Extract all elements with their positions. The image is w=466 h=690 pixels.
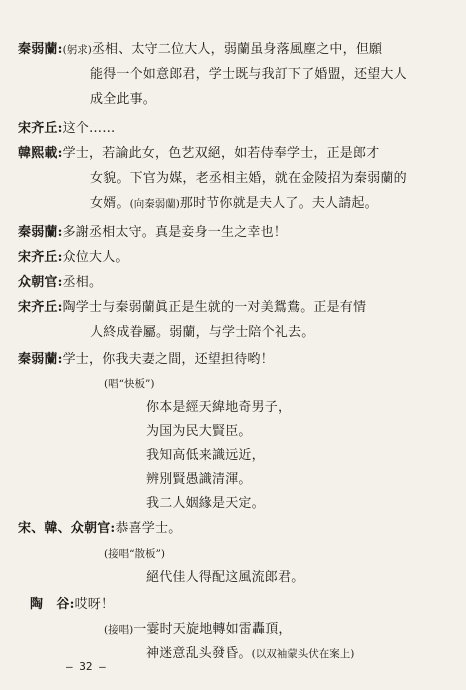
script-line bbox=[18, 250, 129, 266]
speaker-name: 秦弱蘭: bbox=[18, 225, 63, 240]
lyric-line: 絕代佳人得配这風流郎君。 bbox=[146, 570, 305, 585]
dialogue-text: 丞相、太守二位大人，弱蘭虽身落風塵之中，但願 bbox=[91, 42, 383, 57]
dialogue-text: 多謝丞相太守。真是妾身一生之幸也！ bbox=[62, 225, 288, 240]
speaker-name: 秦弱蘭: bbox=[18, 42, 63, 57]
speaker-name: 众朝官: bbox=[18, 275, 63, 290]
lyric-line: 你本是經天緯地奇男子， bbox=[146, 400, 292, 415]
lyric-line: 为国为民大賢臣。 bbox=[146, 424, 252, 439]
dialogue-text: 成全此事。 bbox=[90, 92, 157, 107]
dialogue-text: 丞相。 bbox=[62, 275, 103, 290]
script-line bbox=[90, 92, 156, 108]
speaker-name: 宋齐丘: bbox=[18, 121, 63, 136]
script-line bbox=[90, 171, 407, 187]
lyric-line: 我二人姻緣是天定。 bbox=[146, 496, 265, 511]
dialogue-text: 那时节你就是夫人了。夫人請起。 bbox=[179, 196, 378, 211]
stage-direction: (以双袖蒙头伏在案上) bbox=[251, 648, 355, 660]
dialogue-text: 这个…… bbox=[62, 121, 116, 136]
stage-direction: (躬求) bbox=[62, 44, 92, 56]
speaker-name: 宋、韓、众朝官: bbox=[18, 521, 116, 536]
script-line bbox=[18, 225, 287, 241]
script-line bbox=[18, 146, 379, 162]
speaker-name: 陶 谷: bbox=[30, 597, 75, 612]
dialogue-text: 能得一个如意郎君，学士既与我訂下了婚盟，还望大人 bbox=[90, 67, 407, 82]
script-line bbox=[18, 521, 181, 537]
dialogue-text: 哎呀！ bbox=[74, 597, 115, 612]
lyric-line: 一霎时天旋地轉如雷轟頂， bbox=[133, 622, 292, 637]
speaker-name: 宋齐丘: bbox=[18, 300, 63, 315]
dialogue-text: 学士，你我夫妻之間，还望担待哟！ bbox=[62, 352, 274, 367]
lyric-line: 我知高低来識远近， bbox=[146, 448, 265, 463]
dialogue-text: 恭喜学士。 bbox=[115, 521, 182, 536]
stage-direction: (唱“快板”) bbox=[104, 378, 155, 390]
script-line bbox=[18, 352, 274, 368]
script-line bbox=[104, 622, 292, 638]
speaker-name: 韓熙載: bbox=[18, 146, 63, 161]
lyric-line: 辨別賢愚識清渾。 bbox=[146, 472, 252, 487]
script-line bbox=[30, 597, 114, 613]
stage-direction: (接唱“散板”) bbox=[104, 548, 165, 560]
script-line bbox=[90, 196, 378, 212]
dialogue-text: 陶学士与秦弱蘭眞正是生就的一对美鴛鴦。正是有情 bbox=[62, 300, 367, 315]
script-line bbox=[18, 275, 102, 291]
page-number: — 32 — bbox=[66, 660, 106, 673]
speaker-name: 宋齐丘: bbox=[18, 250, 63, 265]
stage-direction: (接唱) bbox=[104, 624, 134, 636]
dialogue-text: 众位大人。 bbox=[62, 250, 129, 265]
script-line bbox=[18, 300, 366, 316]
dialogue-text: 女婿。 bbox=[90, 196, 130, 211]
lyric-line: 神迷意乱头發昏。 bbox=[146, 646, 252, 661]
dialogue-text: 学士，若論此女，色艺双絕，如若侍奉学士，正是郎才 bbox=[62, 146, 380, 161]
speaker-name: 秦弱蘭: bbox=[18, 352, 63, 367]
dialogue-text: 女貌。下官为媒，老丞相主婚，就在金陵招为秦弱蘭的 bbox=[90, 171, 407, 186]
script-line bbox=[90, 325, 314, 341]
stage-direction: (向秦弱蘭) bbox=[129, 198, 180, 210]
script-line bbox=[90, 67, 407, 83]
dialogue-text: 人終成眷屬。弱蘭，与学士陪个礼去。 bbox=[90, 325, 315, 340]
script-line bbox=[18, 121, 115, 137]
script-line bbox=[146, 646, 354, 662]
script-line bbox=[18, 42, 382, 58]
